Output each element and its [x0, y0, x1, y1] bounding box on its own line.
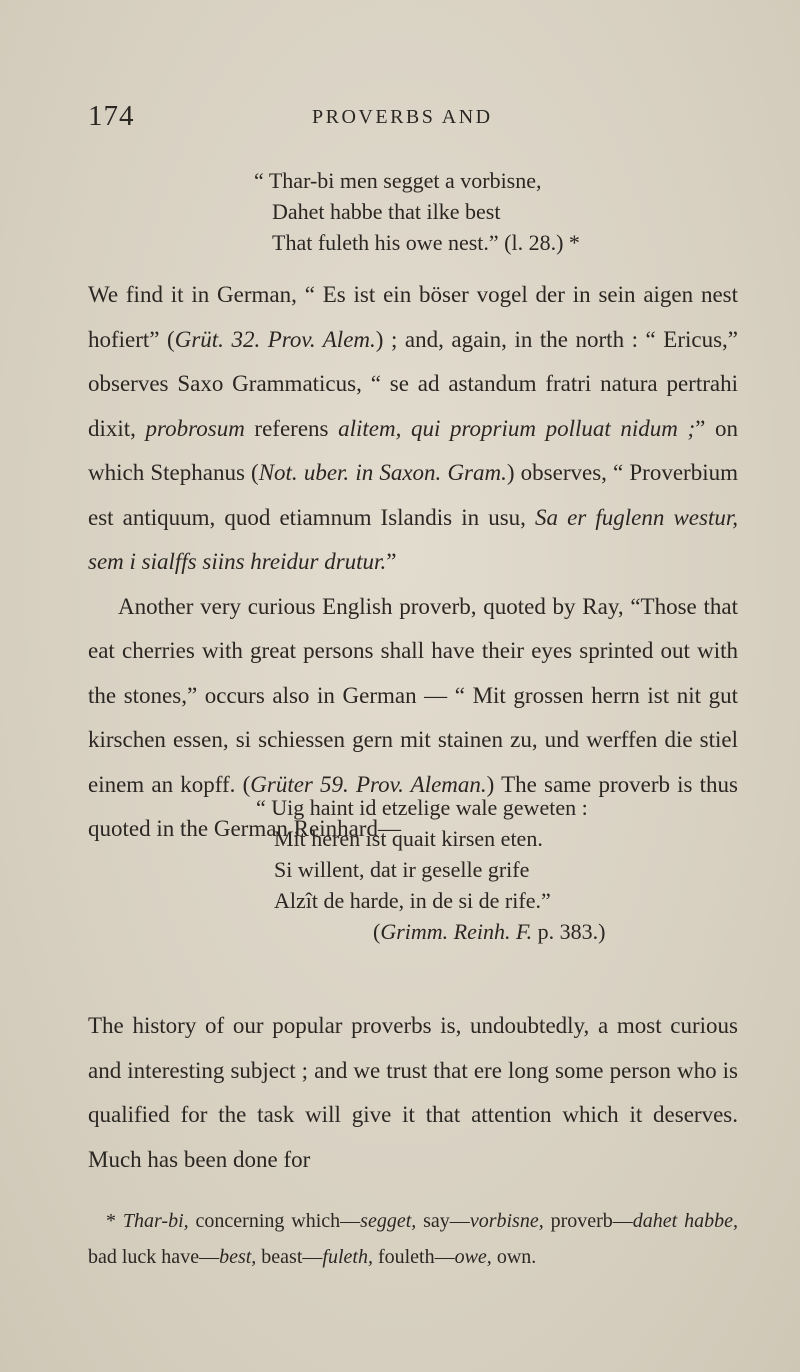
- footnote: [88, 1203, 738, 1275]
- citation-italic: Not. uber. in Saxon. Gram.: [258, 460, 507, 485]
- paragraph-german-proverb: [88, 273, 738, 585]
- text-run: (: [373, 919, 381, 944]
- text-run: ) observes, “ Proverbium est antiquum, quod etiamnum Islandis in usu,: [88, 460, 738, 530]
- text-run: ” on which Stephanus (: [88, 415, 738, 485]
- citation-italic: Grüt. 32. Prov. Alem.: [174, 326, 376, 352]
- verse-line: “ Uig haint id etzelige wale geweten :: [256, 795, 588, 820]
- text-run: referens: [244, 415, 339, 441]
- verse-quotation-reinhard: [256, 792, 605, 947]
- verse-line: Si willent, dat ir geselle grife: [274, 857, 530, 882]
- verse-line: Mit heren ist quait kirsen eten.: [274, 826, 543, 851]
- verse-line: Dahet habbe that ilke best: [272, 199, 501, 224]
- body-text-upper: [88, 273, 738, 852]
- term-italic: best,: [219, 1246, 257, 1268]
- text-run: p. 383.): [532, 919, 606, 944]
- running-head: PROVERBS AND: [312, 106, 493, 128]
- text-run: ) The same proverb is thus quoted in the German Reinhard—: [88, 771, 739, 841]
- verse-line: Alzît de harde, in de si de rife.”: [274, 888, 551, 913]
- text-run: ”: [386, 549, 397, 574]
- text-run: fouleth—: [372, 1246, 455, 1268]
- verse-citation: [256, 916, 605, 947]
- page-number: 174: [88, 100, 135, 132]
- term-italic: segget,: [360, 1210, 417, 1232]
- text-run: proverb—: [543, 1210, 633, 1232]
- footnote-marker: *: [106, 1210, 123, 1232]
- page-header: [0, 100, 800, 140]
- verse-line: “ Thar-bi men segget a vorbisne,: [254, 168, 542, 193]
- verse-quotation-owl-nightingale: [254, 165, 580, 258]
- term-italic: vorbisne,: [469, 1210, 544, 1232]
- text-run: own.: [491, 1246, 537, 1268]
- latin-italic: probrosum: [145, 415, 245, 441]
- citation-italic: Grimm. Reinh. F.: [380, 919, 533, 944]
- footnote-text: [88, 1203, 738, 1275]
- term-italic: Thar-bi,: [122, 1210, 189, 1232]
- text-run: ) ; and, again, in the north : “ Ericus,” observes Saxo Grammaticus, “ se ad astandum fratri natura pertrahi dixit,: [88, 326, 738, 441]
- text-run: concerning which—: [188, 1210, 361, 1232]
- body-text-lower: [88, 1004, 738, 1182]
- latin-italic: alitem, qui proprium polluat nidum ;: [338, 415, 696, 441]
- verse-line: That fuleth his owe nest.” (l. 28.) *: [272, 230, 580, 255]
- term-italic: fuleth,: [322, 1246, 373, 1268]
- icelandic-italic: Sa er fuglenn westur, sem i sialffs siins hreidur drutur.: [88, 504, 738, 574]
- text-run: bad luck have—: [88, 1246, 220, 1268]
- paragraph-history-proverbs: The history of our popular proverbs is, undoubtedly, a most curious and interesting subject ; and we trust that ere long some person who is qualified for the task will give it that attention which it deserves. Much has been done for: [88, 1013, 738, 1172]
- text-run: We find it in German, “ Es ist ein böser vogel der in sein aigen nest hofiert” (: [88, 282, 738, 352]
- text-run: Another very curious English proverb, quoted by Ray, “Those that eat cherries with great persons shall have their eyes sprinted out with the stones,” occurs also in German — “ Mit grossen herrn ist nit gut kirschen essen, si schiessen gern mit stainen zu, und werffen die stiel einem an kopff. (: [88, 593, 738, 797]
- text-run: beast—: [256, 1246, 323, 1268]
- citation-italic: Grüter 59. Prov. Aleman.: [250, 771, 487, 797]
- term-italic: owe,: [454, 1246, 492, 1268]
- term-italic: dahet habbe,: [632, 1210, 739, 1232]
- text-run: say—: [416, 1210, 470, 1232]
